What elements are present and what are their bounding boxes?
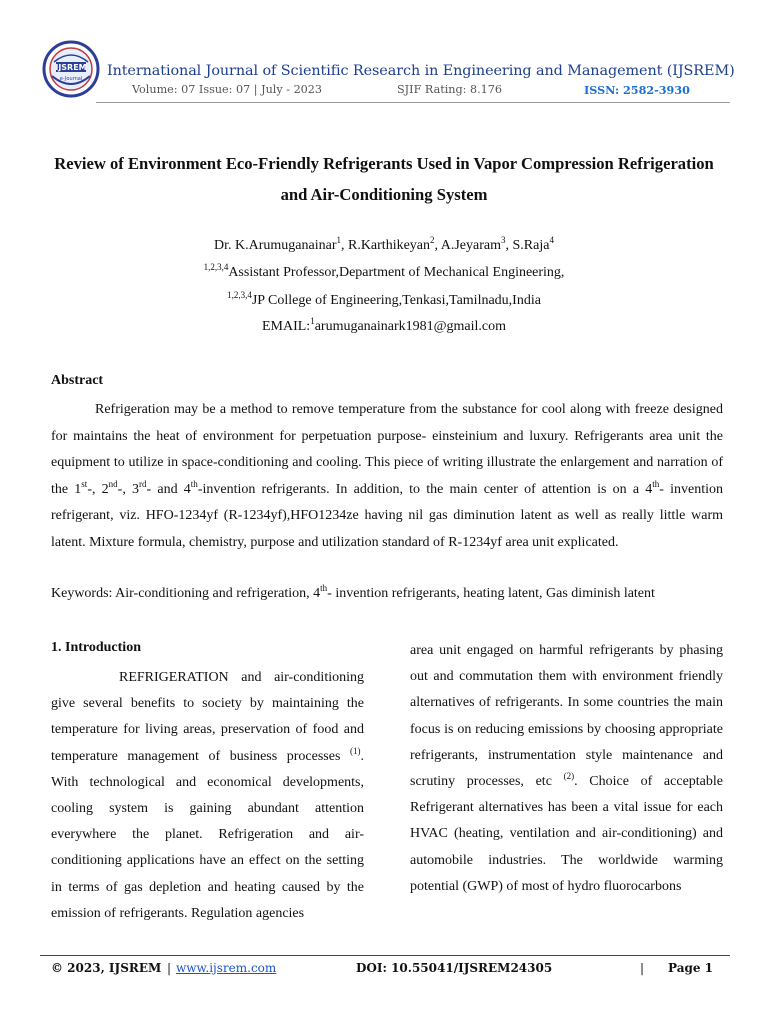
introduction-right-column xyxy=(410,638,723,900)
journal-title: International Journal of Scientific Research in Engineering and Management (IJSREM) xyxy=(107,63,735,79)
citation-ref: (1) xyxy=(350,745,361,756)
author-sup: 4 xyxy=(549,235,554,245)
affiliation-college xyxy=(40,290,728,309)
abstract-text-part: -invention refrigerants. In addition, to the main center of attention is on a 4 xyxy=(197,481,653,497)
email-label: EMAIL: xyxy=(261,319,311,334)
abstract-text-part: - and 4 xyxy=(146,481,191,497)
abstract-text-part: - invention refrigerant, viz. HFO-1234yf (R-1234yf),HFO1234ze having nil gas diminution latent as well as really little warm latent. Mixture formula, chemistry, purpose and utilization standard of R-1234yf area unit explicated. xyxy=(51,481,723,550)
footer-separator: | xyxy=(167,961,172,975)
author-list xyxy=(40,235,728,254)
intro-text-part: . With technological and economical developments, cooling system is gaining abundant attention everywhere the planet. Refrigeration and air-conditioning applications have an effect on the setting in terms of gas depletion and heating caused by the emission of refrigerants. Regulation agencies xyxy=(51,748,364,921)
affiliation-text: JP College of Engineering,Tenkasi,Tamilnadu,India xyxy=(251,293,541,308)
abstract-body xyxy=(51,397,723,557)
abstract-text-part: Refrigeration may be a method to remove temperature from the substance for cool along with freeze designed for maintains the heat of environment for perpetuation purpose- einsteinium and luxury. Refrigerants area unit the equipment to utilize in space-conditioning and cooling. This piece of writing illustrate the enlargement and narration of the 1 xyxy=(51,402,723,497)
author-name: S.Raja xyxy=(512,238,550,253)
volume-issue: Volume: 07 Issue: 07 | July - 2023 xyxy=(132,83,323,96)
email-address[interactable]: arumuganainark1981@gmail.com xyxy=(314,319,507,334)
author-sup: 1 xyxy=(336,235,341,245)
journal-logo xyxy=(42,40,100,98)
keywords-text: Keywords: Air-conditioning and refrigeration, 4 xyxy=(51,586,321,601)
paper-title: Review of Environment Eco-Friendly Refrigerants Used in Vapor Compression Refrigeration and Air-Conditioning System xyxy=(54,154,714,204)
introduction-left-column xyxy=(51,665,364,927)
intro-text-part: area unit engaged on harmful refrigerants by phasing out and commutation them with environment friendly alternatives of refrigerants. In some countries the main focus is on reducing emissions by choosing appropriate refrigerants, instrumentation style maintenance and scrutiny processes, etc xyxy=(410,643,723,790)
intro-text-part: REFRIGERATION and air-conditioning give several benefits to society by maintaining the temperature for living areas, preservation of food and temperature management of business processes xyxy=(51,670,364,764)
keywords xyxy=(51,583,731,602)
intro-text-part: . Choice of acceptable Refrigerant alternatives has been a vital issue for each HVAC (heating, ventilation and air-conditioning) and automobile industries. The worldwide warming potential (GWP) of most of hydro fluorocarbons xyxy=(410,774,723,894)
email-sup: 1 xyxy=(310,316,315,326)
abstract-sup: th xyxy=(190,478,198,489)
footer-website-link[interactable]: www.ijsrem.com xyxy=(176,961,277,975)
author-name: A.Jeyaram xyxy=(440,238,502,253)
footer-copyright: © 2023, IJSREM xyxy=(51,961,162,975)
author-name: Dr. K.Arumuganainar xyxy=(214,238,337,253)
abstract-text-part: -, 3 xyxy=(117,481,140,497)
affiliation-sup: 1,2,3,4 xyxy=(227,290,252,300)
affiliation-sup: 1,2,3,4 xyxy=(203,262,229,272)
keywords-sup: th xyxy=(320,583,328,593)
keywords-text: - invention refrigerants, heating latent, Gas diminish latent xyxy=(327,586,655,601)
author-email xyxy=(40,316,728,335)
abstract-text-part: -, 2 xyxy=(87,481,109,497)
author-separator: , xyxy=(434,238,441,253)
footer-page-number: Page 1 xyxy=(668,961,714,975)
footer-divider xyxy=(40,955,730,956)
issn: ISSN: 2582-3930 xyxy=(584,83,690,97)
author-sup: 3 xyxy=(501,235,506,245)
affiliation-text: Assistant Professor,Department of Mechanical Engineering, xyxy=(228,265,565,280)
abstract-heading: Abstract xyxy=(51,373,104,388)
abstract-sup: st xyxy=(81,478,88,489)
author-separator: , xyxy=(505,238,513,253)
author-name: R.Karthikeyan xyxy=(347,238,431,253)
citation-ref: (2) xyxy=(563,771,575,782)
abstract-sup: th xyxy=(652,478,660,489)
header-divider xyxy=(96,102,730,103)
abstract-sup: nd xyxy=(108,478,118,489)
footer-separator: | xyxy=(640,961,645,975)
author-separator: , xyxy=(340,238,348,253)
logo-text-top: IJSREM xyxy=(55,63,87,72)
abstract-sup: rd xyxy=(139,478,147,489)
footer-doi: DOI: 10.55041/IJSREM24305 xyxy=(356,961,553,975)
introduction-heading: 1. Introduction xyxy=(51,640,141,655)
affiliation-department xyxy=(40,262,728,281)
sjif-rating: SJIF Rating: 8.176 xyxy=(397,83,503,96)
journal-logo-graphic xyxy=(42,40,100,98)
author-sup: 2 xyxy=(430,235,435,245)
logo-text-bottom: e-Journal xyxy=(59,76,83,82)
